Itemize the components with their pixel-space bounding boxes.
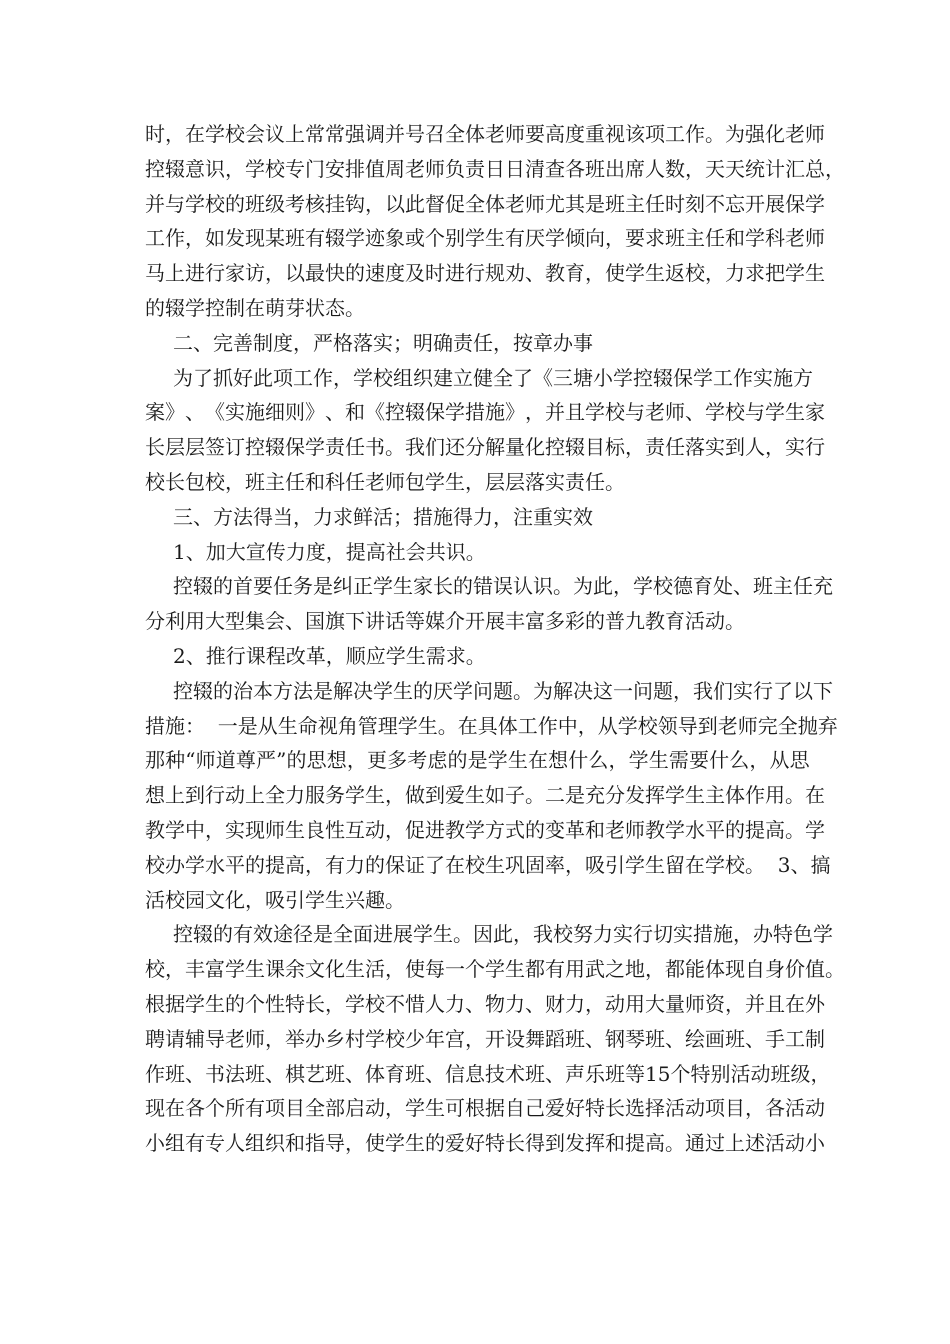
- paragraph-first-line: 三、方法得当，力求鲜活；措施得力，注重实效: [173, 504, 593, 529]
- text-line: 工 作 ， 如 发 现 某 班 有 辍 学 迹 象 或 个 别 学 生 有 厌 学 倾 向 ， 要 求 班 主 任 和 学 科 老 师: [145, 226, 825, 251]
- paragraph-first-line: 为 了 抓 好 此 项 工 作 ， 学 校 组 织 建 立 健 全 了 《 三 塘 小 学 控 辍 保 学 工 作 实 施 方: [173, 365, 813, 390]
- text-line: 控 辍 意 识 ， 学 校 专 门 安 排 值 周 老 师 负 责 日 日 清 查 各 班 出 席 人 数 ， 天 天 统 计 汇 总 ，: [145, 156, 845, 181]
- text-line: 校 办 学 水 平 的 提 高 ， 有 力 的 保 证 了 在 校 生 巩 固 率 ， 吸 引 学 生 留 在 学 校 。 3 、 搞: [145, 852, 831, 877]
- text-line: 马 上 进 行 家 访 ， 以 最 快 的 速 度 及 时 进 行 规 劝 、 教 育 ， 使 学 生 返 校 ， 力 求 把 学 生: [145, 261, 825, 286]
- text-line: 聘 请 辅 导 老 师 ， 举 办 乡 村 学 校 少 年 宫 ， 开 设 舞 蹈 班 、 钢 琴 班 、 绘 画 班 、 手 工 制: [145, 1026, 825, 1051]
- text-line: 时 ， 在 学 校 会 议 上 常 常 强 调 并 号 召 全 体 老 师 要 高 度 重 视 该 项 工 作 。 为 强 化 老 师: [145, 122, 825, 146]
- text-line: 的辍学控制在萌芽状态。: [145, 295, 365, 320]
- text-line: 并 与 学 校 的 班 级 考 核 挂 钩 ， 以 此 督 促 全 体 老 师 尤 其 是 班 主 任 时 刻 不 忘 开 展 保 学: [145, 191, 825, 216]
- text-line: 作 班 、 书 法 班 、 棋 艺 班 、 体 育 班 、 信 息 技 术 班 、 声 乐 班 等 1 5 个 特 别 活 动 班 级 ，: [145, 1061, 831, 1086]
- paragraph-first-line: 2、推行课程改革，顺应学生需求。: [173, 643, 486, 668]
- text-line: 校 ， 丰 富 学 生 课 余 文 化 生 活 ， 使 每 一 个 学 生 都 有 用 武 之 地 ， 都 能 体 现 自 身 价 值 。: [145, 957, 845, 982]
- document-body: [145, 117, 845, 1161]
- paragraph-first-line: 1、加大宣传力度，提高社会共识。: [173, 539, 486, 564]
- text-line: 想 上 到 行 动 上 全 力 服 务 学 生 ， 做 到 爱 生 如 子 。 二 是 充 分 发 挥 学 生 主 体 作 用 。 在: [145, 783, 825, 808]
- text-line: 长 层 层 签 订 控 辍 保 学 责 任 书 。 我 们 还 分 解 量 化 控 辍 目 标 ， 责 任 落 实 到 人 ， 实 行: [145, 435, 825, 460]
- text-line: 措 施 ： 一 是 从 生 命 视 角 管 理 学 生 。 在 具 体 工 作 中 ， 从 学 校 领 导 到 老 师 完 全 抛 弃: [145, 713, 838, 738]
- text-line: 案 》 、 《 实 施 细 则 》 、 和 《 控 辍 保 学 措 施 》 ， 并 且 学 校 与 老 师 、 学 校 与 学 生 家: [145, 400, 825, 425]
- paragraph-first-line: 控 辍 的 治 本 方 法 是 解 决 学 生 的 厌 学 问 题 。 为 解 决 这 一 问 题 ， 我 们 实 行 了 以 下: [173, 678, 833, 703]
- text-line: 活校园文化，吸引学生兴趣。: [145, 887, 405, 912]
- paragraph-first-line: 控 辍 的 有 效 途 径 是 全 面 进 展 学 生 。 因 此 ， 我 校 努 力 实 行 切 实 措 施 ， 办 特 色 学: [173, 922, 833, 947]
- paragraph-first-line: 二、完善制度，严格落实；明确责任，按章办事: [173, 330, 593, 355]
- text-line: 教 学 中 ， 实 现 师 生 良 性 互 动 ， 促 进 教 学 方 式 的 变 革 和 老 师 教 学 水 平 的 提 高 。 学: [145, 817, 825, 842]
- text-line: 根 据 学 生 的 个 性 特 长 ， 学 校 不 惜 人 力 、 物 力 、 财 力 ， 动 用 大 量 师 资 ， 并 且 在 外: [145, 991, 825, 1016]
- text-line: 那 种 “ 师 道 尊 严 ” 的 思 想 ， 更 多 考 虑 的 是 学 生 在 想 什 么 ， 学 生 需 要 什 么 ， 从 思: [145, 748, 810, 773]
- text-line: 小 组 有 专 人 组 织 和 指 导 ， 使 学 生 的 爱 好 特 长 得 到 发 挥 和 提 高 。 通 过 上 述 活 动 小: [145, 1131, 825, 1156]
- text-line: 现 在 各 个 所 有 项 目 全 部 启 动 ， 学 生 可 根 据 自 己 爱 好 特 长 选 择 活 动 项 目 ， 各 活 动: [145, 1096, 825, 1121]
- text-line: 分利用大型集会、国旗下讲话等媒介开展丰富多彩的普九教育活动。: [145, 609, 745, 634]
- paragraph-first-line: 控 辍 的 首 要 任 务 是 纠 正 学 生 家 长 的 错 误 认 识 。 为 此 ， 学 校 德 育 处 、 班 主 任 充: [173, 574, 833, 599]
- text-line: 校长包校，班主任和科任老师包学生，层层落实责任。: [145, 469, 625, 494]
